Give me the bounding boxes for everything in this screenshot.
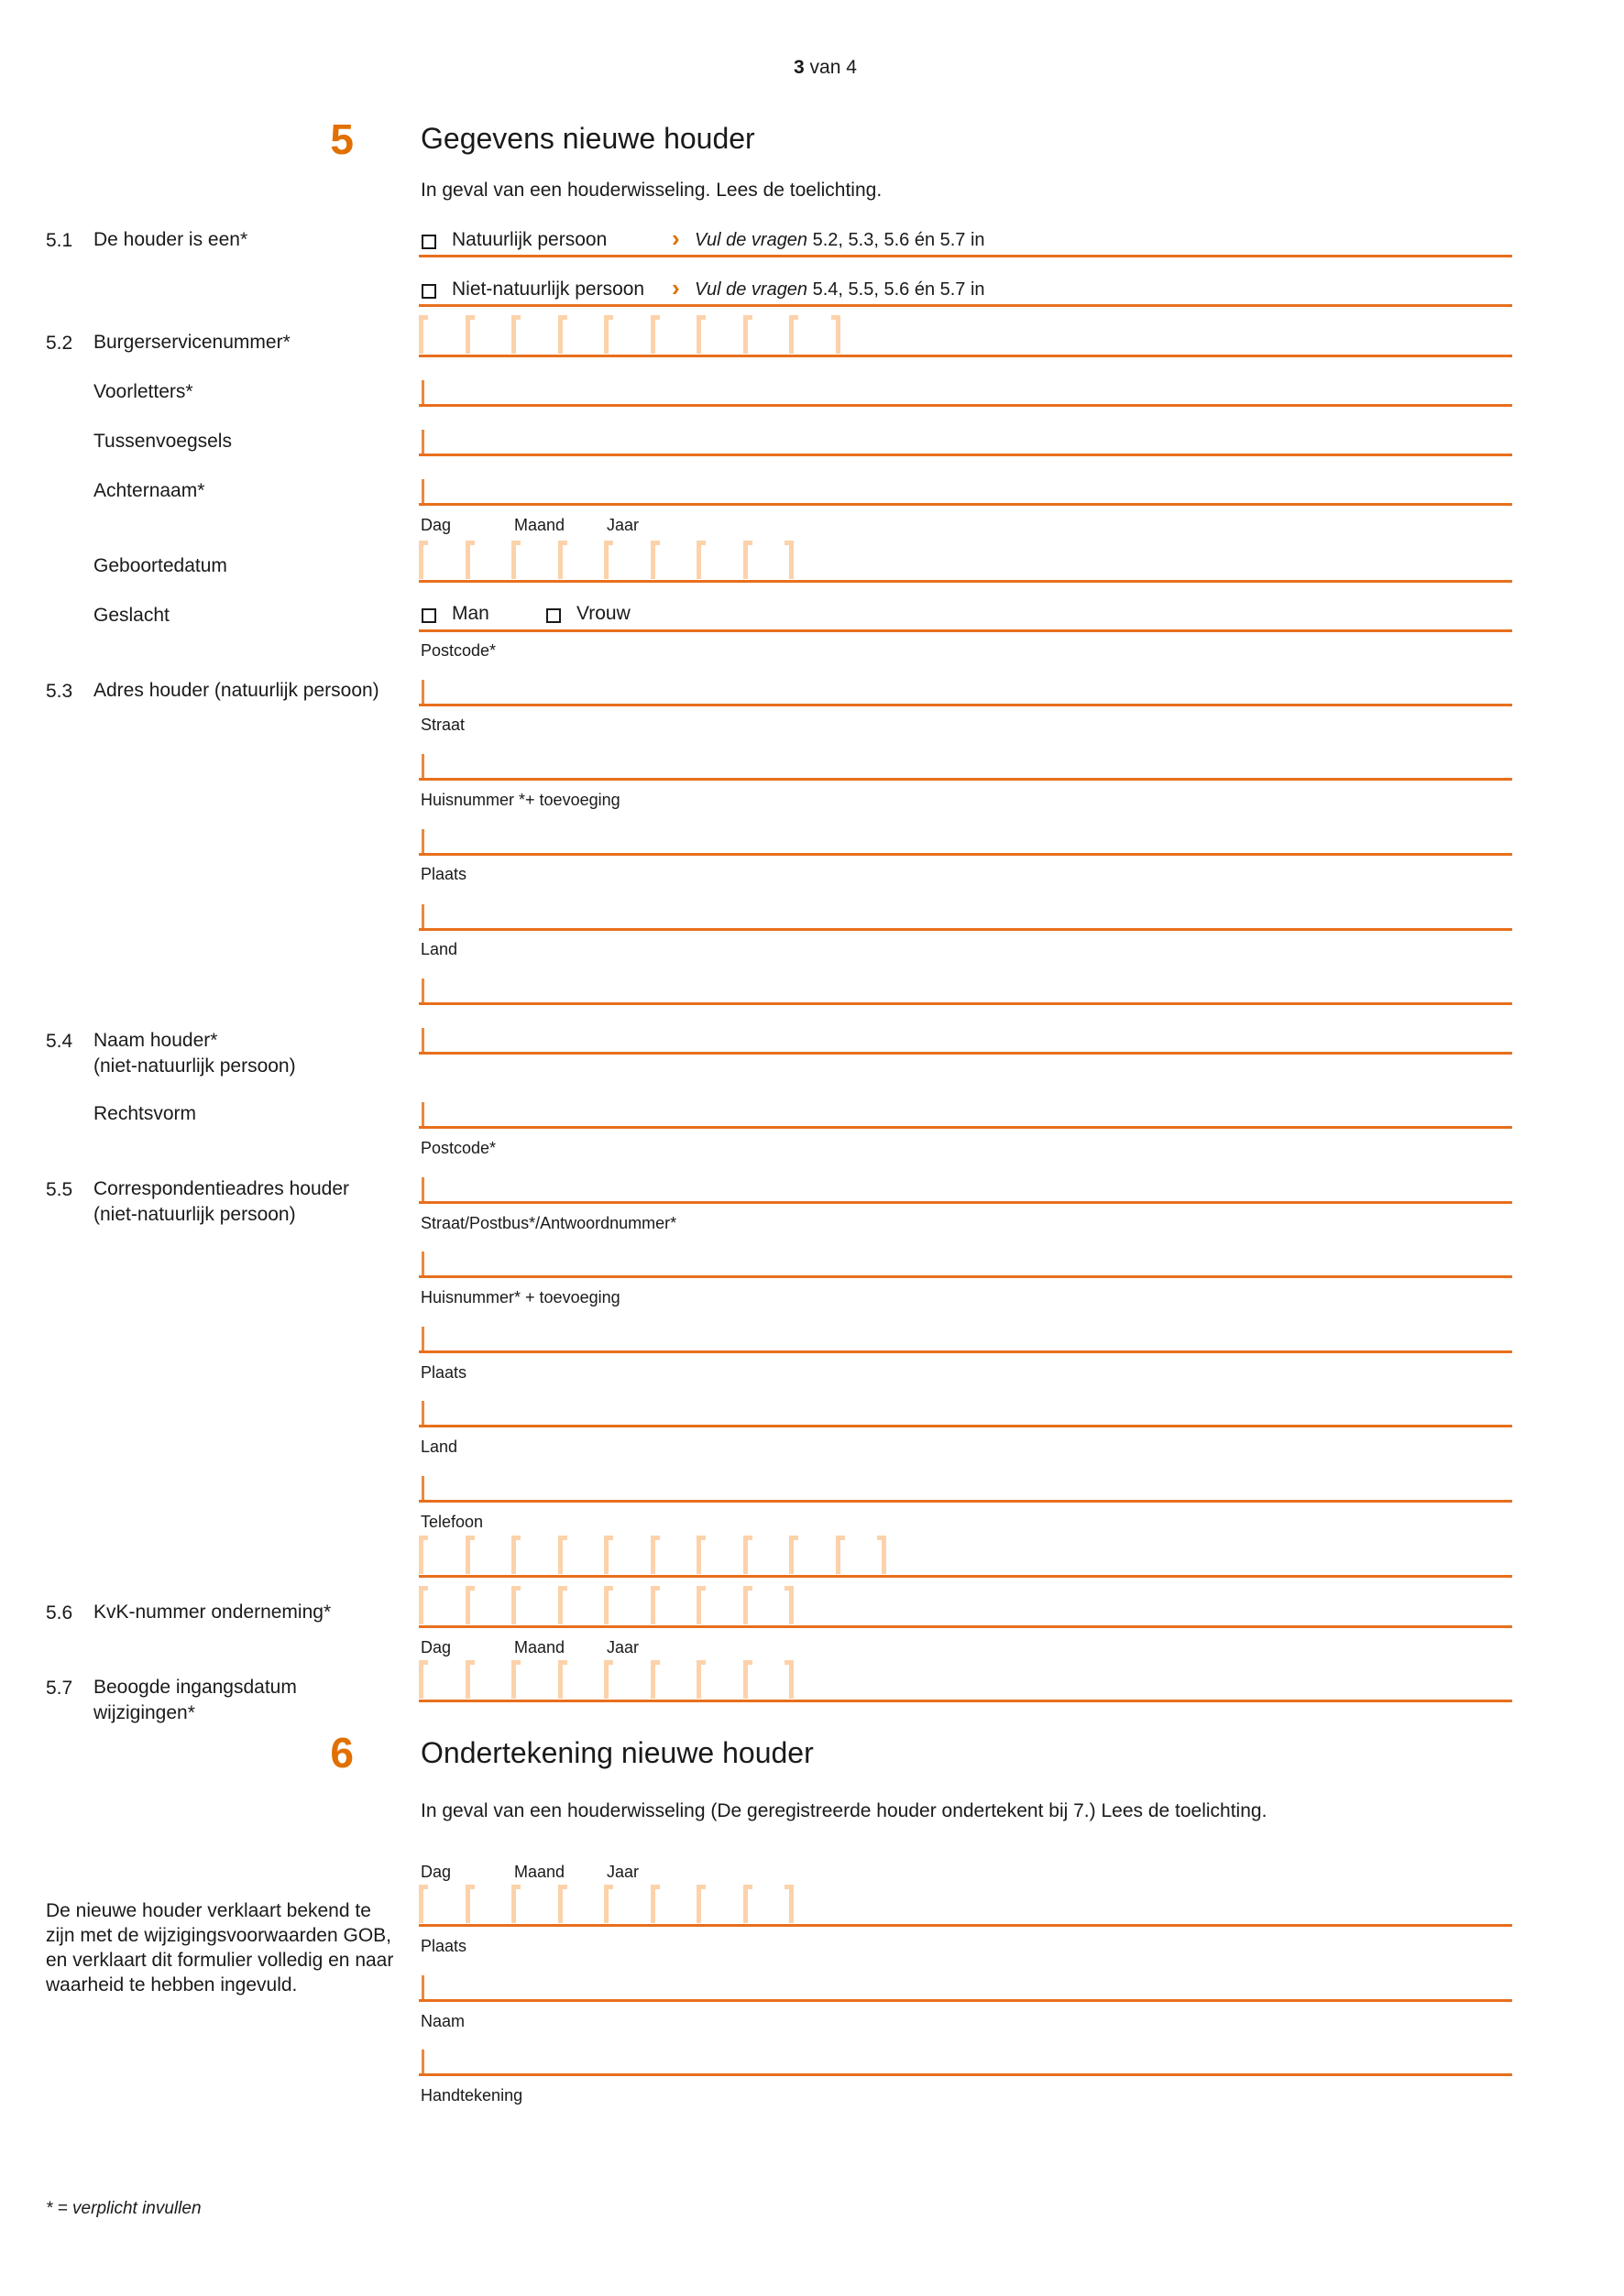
postcode-input[interactable] [422, 680, 424, 704]
box-divider [604, 315, 609, 354]
box-divider [604, 1536, 609, 1574]
question-number: 5.1 [46, 230, 73, 251]
box-divider [511, 1536, 516, 1574]
field-line [419, 1350, 1512, 1353]
box-divider [511, 1586, 516, 1624]
plaats-label: Plaats [421, 1363, 467, 1382]
geboortedatum-input[interactable] [419, 541, 1512, 583]
land-label: Land [421, 1438, 458, 1456]
box-divider [511, 541, 516, 579]
telefoon-input[interactable] [419, 1536, 1512, 1578]
field-line [419, 1924, 1512, 1927]
field-line [419, 1201, 1512, 1204]
signature-area[interactable] [419, 2107, 1512, 2171]
checkbox[interactable] [546, 608, 561, 623]
box-divider [419, 1660, 423, 1699]
section-5-title: Gegevens nieuwe houder [421, 122, 755, 155]
plaats-label: Plaats [421, 865, 467, 883]
box-divider [558, 1536, 563, 1574]
postcode-input[interactable] [422, 1177, 424, 1201]
box-divider [789, 1660, 794, 1699]
box-divider [466, 1660, 470, 1699]
field-line [419, 1052, 1512, 1055]
straat-label: Straat [421, 716, 466, 734]
question-number: 5.6 [46, 1602, 73, 1624]
box-divider [604, 541, 609, 579]
box-divider [651, 1885, 655, 1923]
box-divider [466, 1536, 470, 1574]
question-label: Naam houder* (niet-natuurlijk persoon) [93, 1030, 296, 1077]
box-divider [466, 315, 470, 354]
field-line [419, 704, 1512, 706]
field-line [419, 355, 1512, 357]
dag-label: Dag [421, 1638, 452, 1656]
field-line [419, 1002, 1512, 1005]
box-divider [743, 1885, 748, 1923]
section-5-subtitle: In geval van een houderwisseling. Lees de toelichting. [421, 180, 883, 201]
postcode-label: Postcode* [421, 1139, 497, 1157]
box-divider [789, 1536, 794, 1574]
straat-postbus-input[interactable] [422, 1252, 424, 1275]
huisnummer-label: Huisnummer *+ toevoeging [421, 791, 620, 809]
required-note: * = verplicht invullen [46, 2199, 202, 2218]
question-number: 5.5 [46, 1179, 73, 1200]
box-divider [466, 1586, 470, 1624]
field-line [419, 853, 1512, 856]
box-divider [836, 315, 840, 354]
rechtsvorm-label: Rechtsvorm [93, 1103, 197, 1124]
box-divider [419, 1536, 423, 1574]
huisnummer-label: Huisnummer* + toevoeging [421, 1288, 620, 1307]
box-divider [697, 315, 701, 354]
box-divider [697, 541, 701, 579]
plaats-label: Plaats [421, 1937, 467, 1955]
option-hint: Vul de vragen 5.2, 5.3, 5.6 én 5.7 in [695, 230, 985, 250]
tussenvoegsels-label: Tussenvoegsels [93, 431, 232, 452]
option-label: Natuurlijk persoon [452, 229, 608, 250]
question-number: 5.7 [46, 1678, 73, 1699]
box-divider [558, 315, 563, 354]
chevron-right-icon: › [672, 224, 680, 252]
achternaam-label: Achternaam* [93, 480, 205, 501]
telefoon-label: Telefoon [421, 1513, 484, 1531]
jaar-label: Jaar [607, 1638, 640, 1656]
question-number: 5.2 [46, 333, 73, 354]
question-label: Burgerservicenummer* [93, 332, 291, 353]
option-hint: Vul de vragen 5.4, 5.5, 5.6 én 5.7 in [695, 279, 985, 300]
plaats-input[interactable] [422, 1975, 424, 1999]
box-divider [558, 1885, 563, 1923]
chevron-right-icon: › [672, 274, 680, 301]
box-divider [697, 1660, 701, 1699]
dag-label: Dag [421, 516, 452, 534]
box-divider [789, 315, 794, 354]
box-divider [558, 541, 563, 579]
handtekening-label: Handtekening [421, 2086, 523, 2105]
box-divider [511, 315, 516, 354]
maand-label: Maand [514, 1638, 565, 1656]
box-divider [558, 1586, 563, 1624]
geslacht-label: Geslacht [93, 605, 170, 626]
jaar-label: Jaar [607, 1863, 640, 1881]
question-label: Correspondentieadres houder (niet-natuurlijk persoon) [93, 1178, 350, 1225]
box-divider [789, 1586, 794, 1624]
huisnummer-input[interactable] [422, 1327, 424, 1350]
achternaam-input[interactable] [422, 479, 424, 503]
box-divider [604, 1660, 609, 1699]
checkbox[interactable] [422, 608, 436, 623]
rechtsvorm-input[interactable] [422, 1102, 424, 1126]
field-line [419, 580, 1512, 583]
field-line [419, 1275, 1512, 1278]
box-divider [466, 541, 470, 579]
question-number: 5.3 [46, 681, 73, 702]
maand-label: Maand [514, 1863, 565, 1881]
geboortedatum-label: Geboortedatum [93, 555, 227, 576]
field-line [419, 778, 1512, 781]
field-line [419, 1625, 1512, 1628]
huisnummer-input[interactable] [422, 829, 424, 853]
field-line [419, 2073, 1512, 2076]
section-6-title: Ondertekening nieuwe houder [421, 1736, 814, 1769]
option-label: Vrouw [576, 603, 631, 624]
field-line [419, 1700, 1512, 1702]
box-divider [789, 541, 794, 579]
section-6-subtitle: In geval van een houderwisseling (De geregistreerde houder ondertekent bij 7.) Lees de toelichting. [421, 1800, 1267, 1821]
box-divider [419, 541, 423, 579]
page-number: 3 van 4 [794, 57, 857, 78]
box-divider [558, 1660, 563, 1699]
plaats-input[interactable] [422, 1401, 424, 1425]
field-line [419, 1425, 1512, 1427]
question-label: Beoogde ingangsdatum wijzigingen* [93, 1677, 297, 1723]
box-divider [511, 1660, 516, 1699]
checkbox[interactable] [422, 235, 436, 249]
bsn-input[interactable] [419, 315, 1512, 357]
box-divider [789, 1885, 794, 1923]
question-label: Adres houder (natuurlijk persoon) [93, 680, 379, 701]
box-divider [511, 1885, 516, 1923]
field-line [419, 629, 1512, 632]
straat-input[interactable] [422, 754, 424, 778]
box-divider [697, 1885, 701, 1923]
box-divider [419, 1885, 423, 1923]
straat-postbus-label: Straat/Postbus*/Antwoordnummer* [421, 1214, 677, 1232]
box-divider [419, 315, 423, 354]
option-label: Man [452, 603, 489, 624]
postcode-label: Postcode* [421, 641, 497, 660]
land-label: Land [421, 940, 458, 958]
ingangsdatum-input[interactable] [419, 1660, 1512, 1702]
jaar-label: Jaar [607, 516, 640, 534]
maand-label: Maand [514, 516, 565, 534]
box-divider [882, 1536, 886, 1574]
land-input[interactable] [422, 979, 424, 1002]
field-line [419, 1500, 1512, 1503]
question-label: KvK-nummer onderneming* [93, 1602, 332, 1623]
field-line [419, 404, 1512, 407]
field-line [419, 503, 1512, 506]
naam-input[interactable] [422, 2050, 424, 2073]
field-line [419, 928, 1512, 931]
box-divider [743, 1660, 748, 1699]
option-label: Niet-natuurlijk persoon [452, 279, 645, 300]
box-divider [651, 1586, 655, 1624]
field-line [419, 1126, 1512, 1129]
kvk-input[interactable] [419, 1586, 1512, 1628]
box-divider [697, 1586, 701, 1624]
tussenvoegsels-input[interactable] [422, 430, 424, 454]
box-divider [743, 1586, 748, 1624]
ondertekening-datum-input[interactable] [419, 1885, 1512, 1927]
box-divider [743, 315, 748, 354]
box-divider [743, 541, 748, 579]
checkbox[interactable] [422, 284, 436, 299]
naam-label: Naam [421, 2012, 466, 2030]
naam-houder-input[interactable] [422, 1028, 424, 1052]
box-divider [651, 1660, 655, 1699]
box-divider [419, 1586, 423, 1624]
plaats-input[interactable] [422, 904, 424, 928]
box-divider [651, 541, 655, 579]
box-divider [743, 1536, 748, 1574]
field-line [419, 454, 1512, 456]
dag-label: Dag [421, 1863, 452, 1881]
box-divider [697, 1536, 701, 1574]
question-number: 5.4 [46, 1031, 73, 1052]
voorletters-input[interactable] [422, 380, 424, 404]
section-5-number: 5 [330, 115, 354, 163]
box-divider [836, 1536, 840, 1574]
land-input[interactable] [422, 1476, 424, 1500]
section-6-number: 6 [330, 1729, 354, 1777]
field-line [419, 1575, 1512, 1578]
box-divider [651, 1536, 655, 1574]
declaration-statement: De nieuwe houder verklaart bekend te zijn met de wijzigingsvoorwaarden GOB, en verklaart dit formulier volledig en naar waarheid te hebben ingevuld. [46, 1900, 394, 1995]
field-line [419, 1999, 1512, 2002]
field-line [419, 255, 1512, 257]
box-divider [604, 1885, 609, 1923]
box-divider [651, 315, 655, 354]
voorletters-label: Voorletters* [93, 381, 193, 402]
field-line [419, 304, 1512, 307]
question-label: De houder is een* [93, 229, 248, 250]
box-divider [466, 1885, 470, 1923]
box-divider [604, 1586, 609, 1624]
